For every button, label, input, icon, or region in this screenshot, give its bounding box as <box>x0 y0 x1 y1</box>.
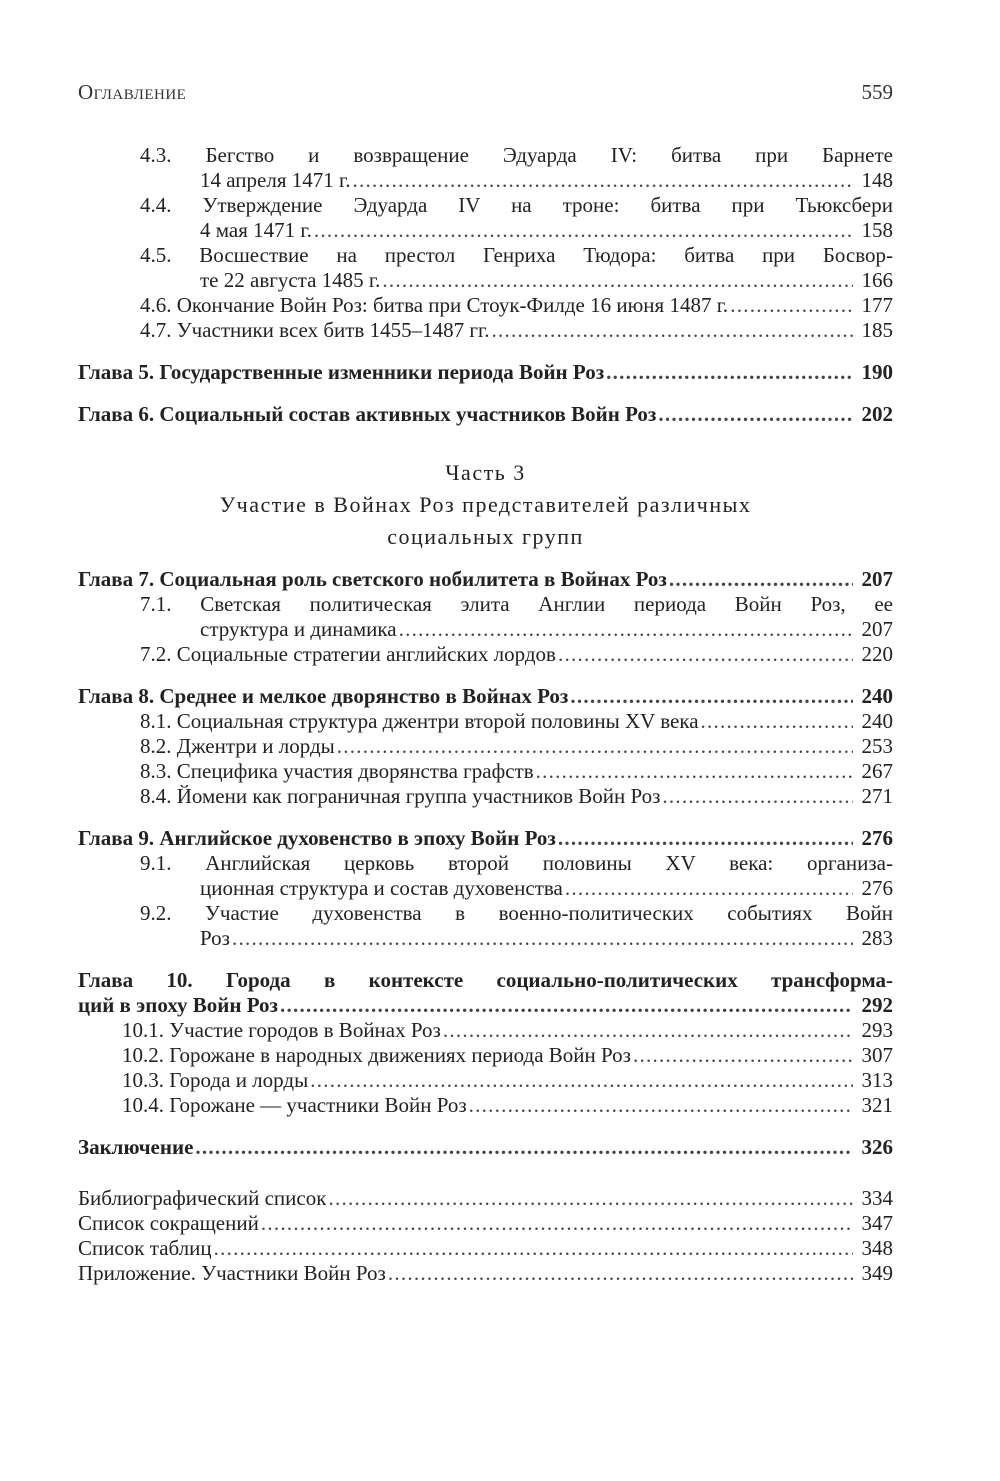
dot-leader <box>328 1186 853 1211</box>
entry-title: 8.3. Специфика участия дворянства графств <box>140 759 534 783</box>
toc-entry[interactable] <box>78 1186 893 1211</box>
toc-line <box>140 318 893 343</box>
entry-page-number: 348 <box>861 1236 893 1260</box>
toc-entry[interactable] <box>78 193 893 243</box>
entry-title: 4.7. Участники всех битв 1455–1487 гг. <box>140 318 490 342</box>
toc-entry[interactable] <box>78 1261 893 1286</box>
toc-entry[interactable] <box>78 1093 893 1118</box>
toc-section-part-3 <box>78 567 893 1286</box>
toc-line <box>78 1186 893 1211</box>
toc-line <box>140 218 893 243</box>
entry-page-number: 276 <box>861 826 893 850</box>
dot-leader <box>491 318 853 343</box>
table-of-contents <box>78 143 893 1286</box>
toc-line <box>78 826 893 851</box>
dot-leader <box>565 876 853 901</box>
entry-title: Глава 5. Государственные изменники периода Войн Роз <box>78 360 605 384</box>
toc-line <box>78 993 893 1018</box>
toc-chapter-entry[interactable] <box>78 826 893 851</box>
dot-leader <box>388 1261 853 1286</box>
entry-title: ционная структура и состав духовенства <box>200 876 563 900</box>
dot-leader <box>399 617 853 642</box>
entry-title: Список таблиц <box>78 1236 212 1260</box>
part-title-line: социальных групп <box>387 524 584 549</box>
dot-leader <box>443 1018 853 1043</box>
entry-title: 10.1. Участие городов в Войнах Роз <box>122 1018 441 1042</box>
toc-line <box>140 268 893 293</box>
dot-leader <box>570 684 853 709</box>
entry-title: 14 апреля 1471 г. <box>200 168 351 192</box>
dot-leader <box>214 1236 853 1261</box>
dot-leader <box>633 1043 853 1068</box>
entry-title: 8.4. Йомени как пограничная группа участников Войн Роз <box>140 784 661 808</box>
toc-line <box>140 709 893 734</box>
entry-title: Глава 10. Города в контексте социально-политических трансформа- <box>78 968 893 992</box>
entry-page-number: 166 <box>861 268 893 292</box>
dot-leader <box>606 360 853 385</box>
toc-line <box>140 243 893 268</box>
toc-line <box>78 1211 893 1236</box>
entry-page-number: 202 <box>861 402 893 426</box>
dot-leader <box>280 993 853 1018</box>
dot-leader <box>662 784 853 809</box>
toc-line <box>140 143 893 168</box>
entry-title: 8.2. Джентри и лорды <box>140 734 335 758</box>
entry-page-number: 326 <box>861 1135 893 1159</box>
entry-title: 4 мая 1471 г. <box>200 218 312 242</box>
toc-line <box>140 642 893 667</box>
entry-title: 10.2. Горожане в народных движениях периода Войн Роз <box>122 1043 631 1067</box>
dot-leader <box>558 826 853 851</box>
toc-line <box>78 567 893 592</box>
entry-title: Заключение <box>78 1135 194 1159</box>
toc-line <box>78 684 893 709</box>
entry-title: те 22 августа 1485 г. <box>200 268 381 292</box>
entry-page-number: 276 <box>861 876 893 900</box>
toc-chapter-entry[interactable] <box>78 968 893 1018</box>
toc-line <box>140 784 893 809</box>
entry-title: Библиографический список <box>78 1186 327 1210</box>
toc-line <box>140 617 893 642</box>
toc-section-before-part <box>78 143 893 427</box>
toc-entry[interactable] <box>78 784 893 809</box>
entry-title: 9.1. Английская церковь второй половины XV века: организа- <box>140 851 893 875</box>
entry-page-number: 349 <box>861 1261 893 1285</box>
entry-page-number: 207 <box>861 567 893 591</box>
toc-entry[interactable] <box>78 901 893 951</box>
entry-page-number: 240 <box>861 684 893 708</box>
entry-title: ций в эпоху Войн Роз <box>78 993 278 1017</box>
entry-page-number: 307 <box>861 1043 893 1067</box>
toc-entry[interactable] <box>78 1043 893 1068</box>
dot-leader <box>658 402 853 427</box>
entry-title: Список сокращений <box>78 1211 259 1235</box>
toc-entry[interactable] <box>78 1236 893 1261</box>
dot-leader <box>701 709 853 734</box>
toc-line <box>140 851 893 876</box>
entry-page-number: 313 <box>861 1068 893 1092</box>
dot-leader <box>232 926 853 951</box>
running-title: Оглавление <box>78 80 187 104</box>
part-label: Часть 3 <box>445 460 526 485</box>
entry-page-number: 267 <box>861 759 893 783</box>
toc-line <box>140 293 893 318</box>
toc-entry[interactable] <box>78 293 893 318</box>
entry-page-number: 321 <box>861 1093 893 1117</box>
toc-entry[interactable] <box>78 592 893 642</box>
toc-chapter-entry[interactable] <box>78 360 893 385</box>
entry-title: 4.6. Окончание Войн Роз: битва при Стоук-Филде 16 июня 1487 г. <box>140 293 729 317</box>
entry-title: 4.3. Бегство и возвращение Эдуарда IV: битва при Барнете <box>140 143 893 167</box>
part-heading <box>78 457 893 553</box>
entry-page-number: 185 <box>861 318 893 342</box>
toc-line <box>140 193 893 218</box>
dot-leader <box>536 759 853 784</box>
toc-line <box>140 926 893 951</box>
entry-page-number: 220 <box>861 642 893 666</box>
dot-leader <box>382 268 853 293</box>
toc-line <box>122 1068 893 1093</box>
entry-title: Глава 8. Среднее и мелкое дворянство в Войнах Роз <box>78 684 569 708</box>
dot-leader <box>310 1068 853 1093</box>
toc-line <box>140 876 893 901</box>
dot-leader <box>195 1135 853 1160</box>
entry-title: 10.3. Города и лорды <box>122 1068 309 1092</box>
entry-title: 7.2. Социальные стратегии английских лордов <box>140 642 556 666</box>
entry-title: 7.1. Светская политическая элита Англии периода Войн Роз, ее <box>140 592 893 616</box>
entry-title: 4.5. Восшествие на престол Генриха Тюдора: битва при Босвор- <box>140 243 893 267</box>
toc-entry[interactable] <box>78 759 893 784</box>
toc-line <box>78 1261 893 1286</box>
entry-page-number: 148 <box>861 168 893 192</box>
dot-leader <box>558 642 853 667</box>
dot-leader <box>353 168 854 193</box>
entry-page-number: 177 <box>861 293 893 317</box>
toc-entry[interactable] <box>78 709 893 734</box>
dot-leader <box>261 1211 853 1236</box>
toc-entry[interactable] <box>78 851 893 901</box>
entry-page-number: 190 <box>861 360 893 384</box>
toc-line <box>78 402 893 427</box>
entry-page-number: 207 <box>861 617 893 641</box>
toc-line <box>140 901 893 926</box>
page-number: 559 <box>861 80 893 104</box>
entry-title: Роз <box>200 926 230 950</box>
entry-page-number: 253 <box>861 734 893 758</box>
toc-chapter-entry[interactable] <box>78 567 893 592</box>
dot-leader <box>337 734 853 759</box>
toc-line <box>78 360 893 385</box>
entry-title: Глава 9. Английское духовенство в эпоху Войн Роз <box>78 826 556 850</box>
entry-title: 10.4. Горожане — участники Войн Роз <box>122 1093 467 1117</box>
toc-chapter-entry[interactable] <box>78 402 893 427</box>
entry-title: Приложение. Участники Войн Роз <box>78 1261 386 1285</box>
entry-page-number: 334 <box>861 1186 893 1210</box>
entry-page-number: 292 <box>861 993 893 1017</box>
entry-title: Глава 6. Социальный состав активных участников Войн Роз <box>78 402 657 426</box>
toc-chapter-entry[interactable] <box>78 1135 893 1160</box>
toc-entry[interactable] <box>78 1018 893 1043</box>
toc-entry[interactable] <box>78 642 893 667</box>
toc-entry[interactable] <box>78 1068 893 1093</box>
dot-leader <box>669 567 853 592</box>
toc-entry[interactable] <box>78 143 893 193</box>
dot-leader <box>314 218 853 243</box>
entry-title: 9.2. Участие духовенства в военно-политических событиях Войн <box>140 901 893 925</box>
entry-page-number: 283 <box>861 926 893 950</box>
toc-line <box>78 968 893 993</box>
running-header <box>78 80 893 105</box>
entry-page-number: 158 <box>861 218 893 242</box>
toc-line <box>122 1018 893 1043</box>
entry-page-number: 271 <box>861 784 893 808</box>
entry-title: 4.4. Утверждение Эдуарда IV на троне: битва при Тьюксбери <box>140 193 893 217</box>
dot-leader <box>469 1093 853 1118</box>
toc-line <box>122 1043 893 1068</box>
toc-entry[interactable] <box>78 1211 893 1236</box>
toc-entry[interactable] <box>78 243 893 293</box>
toc-line <box>140 592 893 617</box>
entry-title: структура и динамика <box>200 617 397 641</box>
entry-title: Глава 7. Социальная роль светского нобилитета в Войнах Роз <box>78 567 667 591</box>
toc-line <box>140 168 893 193</box>
entry-title: 8.1. Социальная структура джентри второй половины XV века <box>140 709 699 733</box>
dot-leader <box>730 293 853 318</box>
toc-line <box>140 759 893 784</box>
entry-page-number: 347 <box>861 1211 893 1235</box>
toc-line <box>78 1236 893 1261</box>
toc-line <box>122 1093 893 1118</box>
toc-line <box>78 1135 893 1160</box>
toc-entry[interactable] <box>78 734 893 759</box>
toc-entry[interactable] <box>78 318 893 343</box>
toc-line <box>140 734 893 759</box>
toc-chapter-entry[interactable] <box>78 684 893 709</box>
entry-page-number: 293 <box>861 1018 893 1042</box>
entry-page-number: 240 <box>861 709 893 733</box>
part-title-line: Участие в Войнах Роз представителей различных <box>219 492 752 517</box>
